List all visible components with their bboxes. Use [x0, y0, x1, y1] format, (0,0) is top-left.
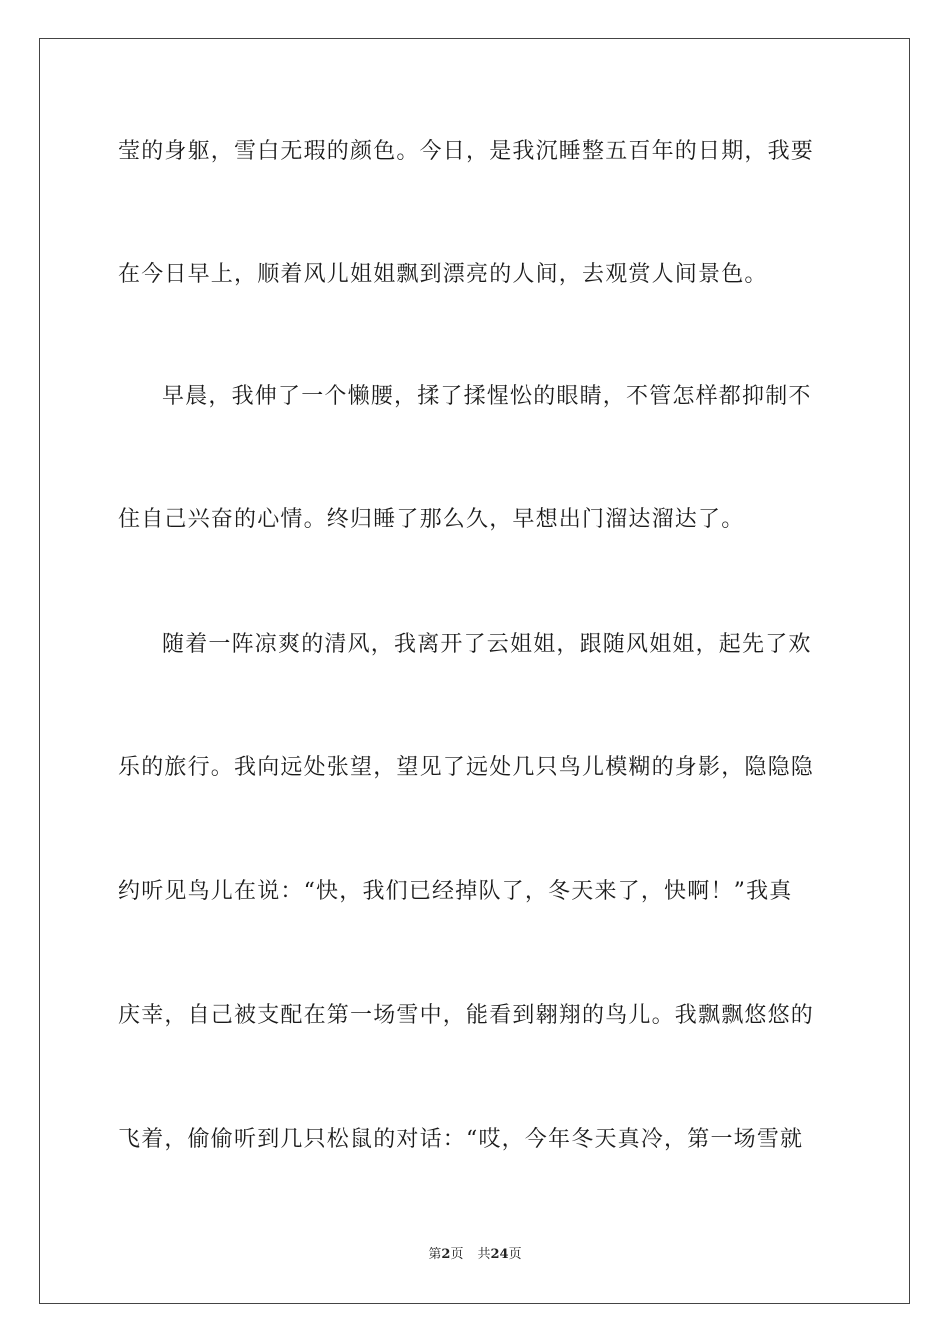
total-prefix: 共: [477, 1247, 491, 1262]
text-line-6: 乐的旅行。我向远处张望，望见了远处几只鸟儿模糊的身影，隐隐隐: [118, 755, 815, 780]
text-line-2: 在今日早上，顺着风儿姐姐飘到漂亮的人间，去观赏人间景色。: [118, 262, 768, 287]
total-pages: 24: [490, 1247, 509, 1262]
page-prefix: 第: [428, 1247, 442, 1262]
text-line-9: 飞着，偷偷听到几只松鼠的对话：“哎，今年冬天真冷，第一场雪就: [118, 1127, 804, 1152]
total-suffix: 页: [508, 1247, 522, 1262]
text-line-1: 莹的身躯，雪白无瑕的颜色。今日，是我沉睡整五百年的日期，我要: [118, 139, 815, 164]
text-line-3: 早晨，我伸了一个懒腰，揉了揉惺忪的眼睛，不管怎样都抑制不: [162, 384, 812, 409]
page-border: [39, 38, 910, 1304]
text-line-4: 住自己兴奋的心情。终归睡了那么久，早想出门溜达溜达了。: [118, 507, 745, 532]
page-suffix: 页: [450, 1247, 464, 1262]
page-footer: [0, 1246, 950, 1264]
text-line-8: 庆幸，自己被支配在第一场雪中，能看到翱翔的鸟儿。我飘飘悠悠的: [118, 1003, 815, 1028]
text-line-7: 约听见鸟儿在说：“快，我们已经掉队了，冬天来了，快啊！”我真: [118, 879, 793, 904]
page-number: 2: [441, 1247, 451, 1262]
text-line-5: 随着一阵凉爽的清风，我离开了云姐姐，跟随风姐姐，起先了欢: [162, 632, 812, 657]
